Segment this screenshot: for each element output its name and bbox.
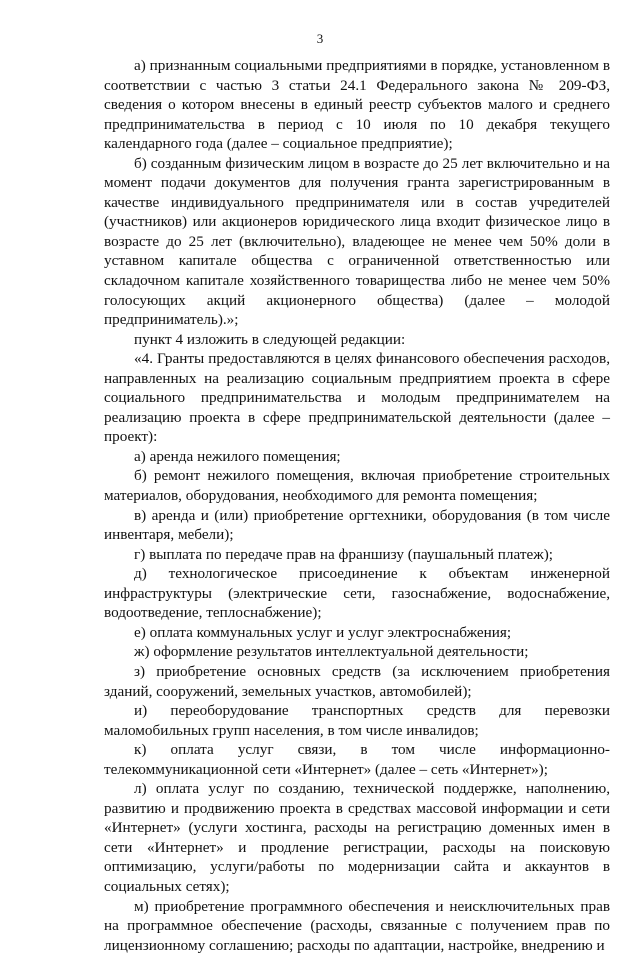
paragraph-point-4: «4. Гранты предоставляются в целях финансового обеспечения расходов, направленных на реализацию социальным предприятием проекта в сфере социального предпринимательства и молодым предпринимателем на реализацию проекта в сфере предпринимательской деятельности (далее – проект): [104,350,610,446]
list-item-a: а) аренда нежилого помещения; [134,447,341,465]
paragraph-b-young-entrepreneur: б) созданным физическим лицом в возрасте до 25 лет включительно и на момент подачи документов для получения гранта зарегистрированным в качестве индивидуального предпринимателя или в состав учредителей (участников) или акционеров юридического лица входит физическое лицо в возрасте до 25 лет (включительно), владеющее не менее чем 50% доли в уставном капитале общества с ограниченной ответственностью или складочном капитале хозяйственного товарищества либо не менее чем 50% голосующих акций акционерного общества) (далее – молодой предприниматель).»; [104,154,610,329]
list-item-d: д) технологическое присоединение к объектам инженерной инфраструктуры (электрические сети, газоснабжение, водоснабжение, водоотведение, теплоснабжение); [104,565,610,622]
list-item-b: б) ремонт нежилого помещения, включая приобретение строительных материалов, оборудования, необходимого для ремонта помещения; [104,467,610,505]
list-item-m: м) приобретение программного обеспечения и неисключительных прав на программное обеспечение (расходы, связанные с получением прав по лицензионному соглашению; расходы по адаптации, настройке, внедрению и [104,897,610,954]
list-item-l: л) оплата услуг по созданию, технической поддержке, наполнению, развитию и продвижению проекта в средствах массовой информации и сети «Интернет» (услуги хостинга, расходы на регистрацию доменных имен в сети «Интернет» и продление регистрации, расходы на поисковую оптимизацию, услуги/работы по модернизации сайта и аккаунтов в социальных сетях); [104,780,610,895]
paragraph-point-4-intro: пункт 4 изложить в следующей редакции: [134,330,406,348]
list-item-k: к) оплата услуг связи, в том числе информационно-телекоммуникационной сети «Интернет» (далее – сеть «Интернет»); [104,741,610,778]
list-item-v: в) аренда и (или) приобретение оргтехники, оборудования (в том числе инвентаря, мебели); [104,506,610,544]
paragraph-a-social-enterprise: а) признанным социальными предприятиями в порядке, установленном в соответствии с частью 3 статьи 24.1 Федерального закона № 209-ФЗ, сведения о котором внесены в единый реестр субъектов малого и среднего предпринимательства в период с 10 июля по 10 декабря текущего календарного года (далее – социальное предприятие); [104,57,610,153]
list-item-g: г) выплата по передаче прав на франшизу (паушальный платеж); [134,545,554,563]
list-item-e: е) оплата коммунальных услуг и услуг электроснабжения; [134,623,512,641]
page-number: 3 [316,31,324,46]
list-item-i: и) переоборудование транспортных средств для перевозки маломобильных групп населения, в том числе инвалидов; [104,702,610,739]
document-body [104,56,610,955]
list-item-z: з) приобретение основных средств (за исключением приобретения зданий, сооружений, земельных участков, автомобилей); [104,662,610,700]
list-item-zh: ж) оформление результатов интеллектуальной деятельности; [134,643,529,661]
